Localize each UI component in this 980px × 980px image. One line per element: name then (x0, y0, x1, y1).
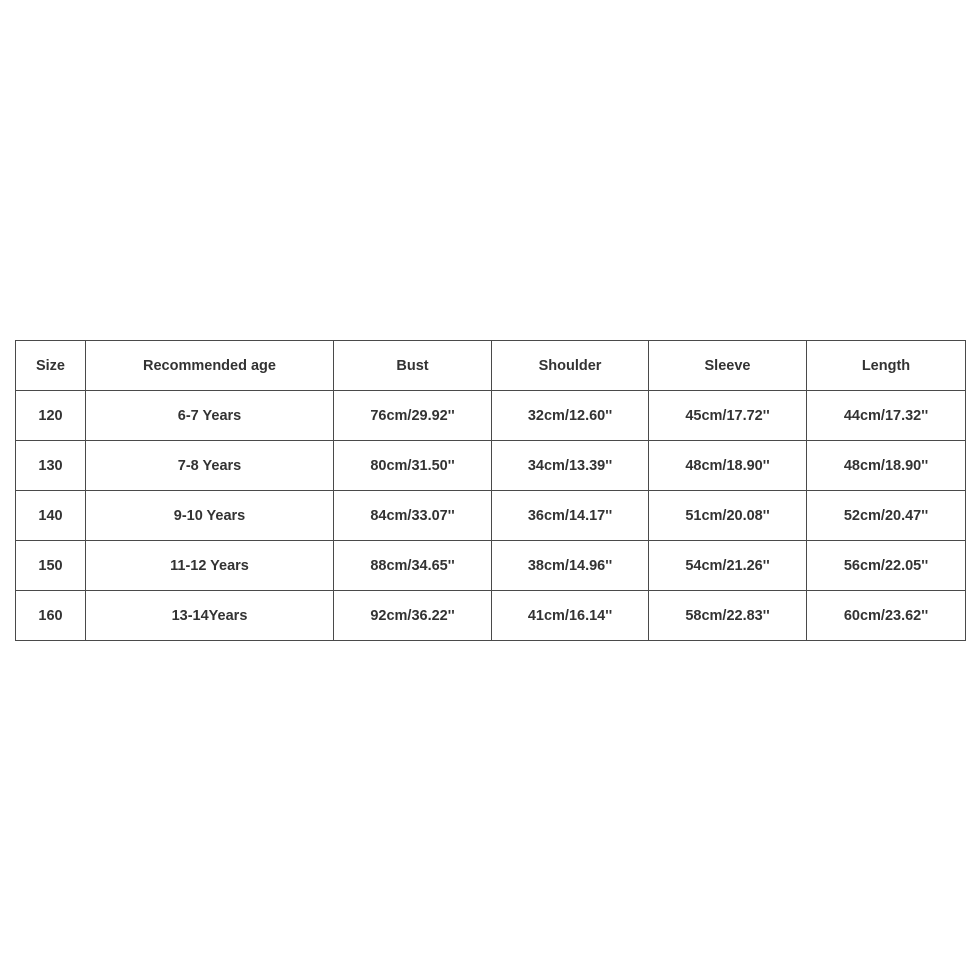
cell-shoulder: 32cm/12.60'' (492, 391, 649, 441)
cell-recommended-age: 13-14Years (86, 591, 334, 641)
cell-size: 140 (16, 491, 86, 541)
table-row (16, 591, 966, 641)
cell-length: 52cm/20.47'' (807, 491, 966, 541)
header-bust: Bust (334, 341, 492, 391)
table-row (16, 541, 966, 591)
cell-bust: 88cm/34.65'' (334, 541, 492, 591)
table-row (16, 491, 966, 541)
cell-bust: 80cm/31.50'' (334, 441, 492, 491)
size-chart-table (15, 340, 966, 641)
cell-length: 48cm/18.90'' (807, 441, 966, 491)
cell-recommended-age: 7-8 Years (86, 441, 334, 491)
table-row (16, 391, 966, 441)
cell-recommended-age: 6-7 Years (86, 391, 334, 441)
cell-shoulder: 36cm/14.17'' (492, 491, 649, 541)
cell-sleeve: 51cm/20.08'' (649, 491, 807, 541)
cell-length: 60cm/23.62'' (807, 591, 966, 641)
cell-shoulder: 34cm/13.39'' (492, 441, 649, 491)
cell-sleeve: 58cm/22.83'' (649, 591, 807, 641)
cell-shoulder: 38cm/14.96'' (492, 541, 649, 591)
cell-bust: 84cm/33.07'' (334, 491, 492, 541)
cell-length: 56cm/22.05'' (807, 541, 966, 591)
cell-bust: 76cm/29.92'' (334, 391, 492, 441)
cell-sleeve: 45cm/17.72'' (649, 391, 807, 441)
table-row (16, 441, 966, 491)
header-sleeve: Sleeve (649, 341, 807, 391)
cell-size: 130 (16, 441, 86, 491)
header-length: Length (807, 341, 966, 391)
cell-size: 150 (16, 541, 86, 591)
cell-length: 44cm/17.32'' (807, 391, 966, 441)
cell-bust: 92cm/36.22'' (334, 591, 492, 641)
cell-recommended-age: 9-10 Years (86, 491, 334, 541)
header-row (16, 341, 966, 391)
header-recommended-age: Recommended age (86, 341, 334, 391)
header-shoulder: Shoulder (492, 341, 649, 391)
cell-sleeve: 54cm/21.26'' (649, 541, 807, 591)
cell-shoulder: 41cm/16.14'' (492, 591, 649, 641)
cell-sleeve: 48cm/18.90'' (649, 441, 807, 491)
cell-size: 120 (16, 391, 86, 441)
header-size: Size (16, 341, 86, 391)
cell-recommended-age: 11-12 Years (86, 541, 334, 591)
cell-size: 160 (16, 591, 86, 641)
